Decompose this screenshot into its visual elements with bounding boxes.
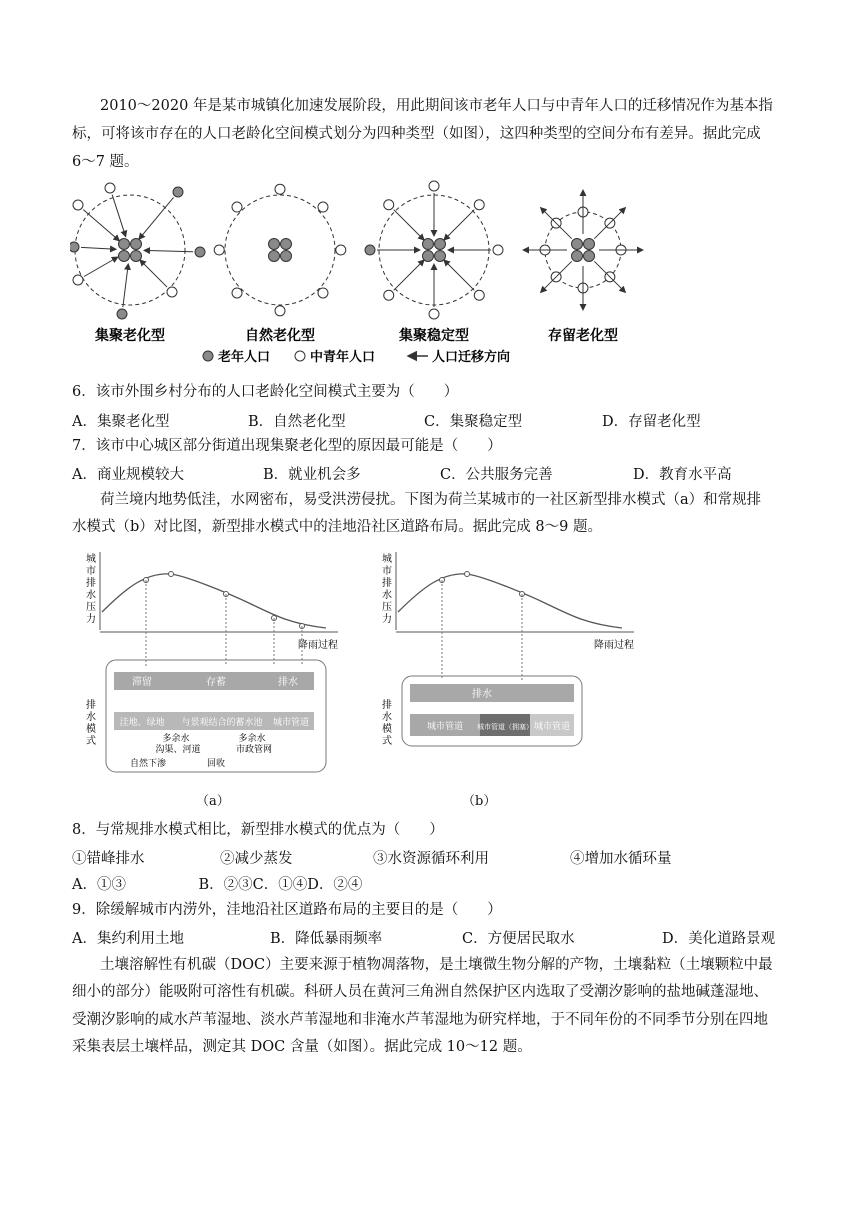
q8-stem: 8．与常规排水模式相比，新型排水模式的优点为（ ） — [72, 822, 444, 838]
center-population-dot — [572, 239, 583, 250]
q9-option-d[interactable]: D．美化道路景观 — [662, 931, 776, 947]
center-population-dot — [269, 251, 280, 262]
center-population-dot — [281, 251, 292, 262]
xlabel-b: 降雨过程 — [594, 640, 634, 651]
svg-text:排: 排 — [86, 700, 96, 711]
legend-young-marker — [295, 351, 305, 361]
ylabel-top-a — [86, 552, 96, 625]
migration-arrow — [140, 260, 167, 287]
natural-seepage: 自然下渗 — [129, 759, 167, 769]
young-population-dot — [318, 288, 328, 298]
migration-arrow — [541, 261, 572, 292]
old-population-dot — [70, 242, 79, 252]
stage-retain: 滞留 — [132, 677, 152, 688]
svg-text:排: 排 — [382, 578, 392, 589]
migration-arrow — [83, 210, 119, 241]
young-population-dot — [73, 275, 83, 285]
q7-option-c[interactable]: C．公共服务完善 — [440, 467, 553, 483]
ylabel-char: 城 — [86, 554, 96, 565]
caption-b: （b） — [462, 794, 497, 809]
intro2-line2: 水模式（b）对比图，新型排水模式中的洼地沿社区道路布局。据此完成 8～9 题。 — [72, 519, 602, 535]
type-label-3: 集聚稳定型 — [399, 328, 469, 344]
q7-option-a[interactable]: A．商业规模较大 — [72, 467, 184, 483]
svg-text:水: 水 — [382, 712, 392, 723]
ylabel-top-b — [382, 552, 392, 625]
center-population-dot — [584, 251, 595, 262]
young-population-dot — [232, 288, 242, 298]
facility-pipe-a: 城市管道 — [272, 718, 310, 728]
svg-text:力: 力 — [86, 614, 96, 625]
svg-text:力: 力 — [382, 614, 392, 625]
young-population-dot — [384, 290, 394, 300]
migration-arrow — [541, 208, 572, 239]
surplus-water-1: 多余水 — [162, 734, 190, 744]
svg-text:排: 排 — [86, 578, 96, 589]
q9-option-c[interactable]: C．方便居民取水 — [462, 931, 575, 947]
center-population-dot — [119, 251, 130, 262]
young-population-dot — [275, 306, 285, 316]
svg-text:城: 城 — [382, 554, 392, 565]
q6-option-a[interactable]: A．集聚老化型 — [72, 414, 170, 430]
facility-depression: 洼地、绿地 — [119, 718, 165, 728]
ylabel-bottom-b — [382, 698, 392, 747]
stage-drain: 排水 — [278, 677, 298, 688]
legend-old-label: 老年人口 — [218, 350, 271, 365]
intro3-line2: 细小的部分）能吸附可溶性有机碳。科研人员在黄河三角洲自然保护区内选取了受潮汐影响的盐地碱蓬湿地、 — [72, 984, 768, 1000]
svg-text:模: 模 — [86, 724, 96, 735]
svg-text:水: 水 — [86, 590, 96, 601]
q9-stem: 9．除缓解城市内涝外，洼地沿社区道路布局的主要目的是（ ） — [72, 902, 502, 918]
boundary-circle — [225, 195, 335, 305]
q7-option-b[interactable]: B．就业机会多 — [263, 467, 361, 483]
legend-arrow-label: 人口迁移方向 — [432, 350, 511, 365]
ditch-river: 沟渠、河道 — [155, 745, 201, 755]
young-population-dot — [493, 245, 503, 255]
center-population-dot — [435, 251, 446, 262]
old-population-dot — [365, 245, 375, 255]
facility-pipe-b3: 城市管道 — [533, 722, 571, 732]
q8-item-2: ②减少蒸发 — [220, 851, 293, 867]
intro1-line1: 2010～2020 年是某市城镇化加速发展阶段，用此期间该市老年人口与中青年人口的迁移情况作为基本指 — [100, 98, 773, 114]
pressure-curve-a — [102, 574, 326, 628]
svg-text:水: 水 — [382, 590, 392, 601]
drainage-figure-b — [372, 548, 642, 778]
migration-arrow — [594, 261, 625, 292]
stage-store: 存蓄 — [206, 677, 226, 688]
intro3-line4: 采集表层土壤样品，测定其 DOC 含量（如图）。据此完成 10～12 题。 — [72, 1039, 532, 1055]
young-population-dot — [429, 309, 439, 319]
svg-text:市: 市 — [382, 566, 392, 577]
pressure-curve-b — [398, 574, 622, 628]
q7-stem: 7．该市中心城区部分街道出现集聚老化型的原因最可能是（ ） — [72, 438, 502, 454]
q6-stem: 6．该市外围乡村分布的人口老龄化空间模式主要为（ ） — [72, 384, 459, 400]
q6-option-d[interactable]: D．存留老化型 — [602, 414, 701, 430]
migration-arrow — [444, 260, 474, 290]
legend-old-marker — [203, 351, 213, 361]
young-population-dot — [167, 287, 177, 297]
young-population-dot — [73, 200, 83, 210]
young-population-dot — [318, 202, 328, 212]
young-population-dot — [336, 245, 346, 255]
svg-text:水: 水 — [86, 712, 96, 723]
type-label-1: 集聚老化型 — [95, 328, 165, 344]
aging-pattern-figure — [70, 180, 660, 370]
svg-text:压: 压 — [86, 602, 96, 613]
svg-text:式: 式 — [382, 736, 392, 747]
old-population-dot — [195, 247, 205, 257]
svg-text:排: 排 — [382, 700, 392, 711]
center-population-dot — [281, 239, 292, 250]
svg-text:压: 压 — [382, 602, 392, 613]
migration-arrow — [594, 208, 625, 239]
young-population-dot — [214, 245, 224, 255]
q7-option-d[interactable]: D．教育水平高 — [633, 467, 732, 483]
center-population-dot — [423, 251, 434, 262]
center-population-dot — [131, 239, 142, 250]
svg-text:式: 式 — [86, 736, 96, 747]
intro3-line1: 土壤溶解性有机碳（DOC）主要来源于植物凋落物，是土壤微生物分解的产物，土壤黏粒（土壤颗粒中最 — [100, 957, 773, 973]
drainage-figure-a — [76, 548, 346, 778]
type-label-2: 自然老化型 — [245, 328, 315, 344]
diagram-group — [70, 181, 643, 319]
center-population-dot — [423, 239, 434, 250]
migration-arrow — [139, 197, 174, 239]
old-population-dot — [173, 187, 183, 197]
migration-arrow — [144, 250, 193, 251]
facility-pipe-b2: 城市管道（拥塞） — [477, 723, 533, 731]
migration-arrow — [84, 257, 118, 277]
xlabel-a: 降雨过程 — [298, 640, 338, 651]
q8-item-3: ③水资源循环利用 — [373, 851, 489, 867]
q8-options[interactable]: A．①③ B．②③C．①④D．②④ — [72, 877, 363, 893]
municipal-network: 市政管网 — [235, 745, 273, 755]
intro1-line2: 标，可将该市存在的人口老龄化空间模式划分为四种类型（如图），这四种类型的空间分布有差异。据此完成 — [72, 126, 761, 142]
center-population-dot — [269, 239, 280, 250]
svg-text:模: 模 — [382, 724, 392, 735]
q8-item-4: ④增加水循环量 — [570, 851, 672, 867]
migration-arrow — [123, 264, 128, 307]
young-population-dot — [105, 183, 115, 193]
q6-option-c[interactable]: C．集聚稳定型 — [424, 414, 523, 430]
old-population-dot — [117, 309, 127, 319]
intro2-line1: 荷兰境内地势低洼，水网密布，易受洪涝侵扰。下图为荷兰某城市的一社区新型排水模式（a）和常规排 — [100, 492, 762, 508]
young-population-dot — [384, 200, 394, 210]
young-population-dot — [474, 200, 484, 210]
center-population-dot — [584, 239, 595, 250]
ylabel-bottom-a — [86, 698, 96, 747]
facility-pond: 与景观结合的蓄水池 — [181, 718, 263, 728]
legend-young-label: 中青年人口 — [310, 350, 376, 365]
stage-bar-b — [410, 684, 574, 702]
q8-item-1: ①错峰排水 — [72, 851, 145, 867]
migration-arrow — [394, 210, 424, 240]
young-population-dot — [429, 181, 439, 191]
young-population-dot — [275, 184, 285, 194]
migration-arrow — [394, 260, 424, 290]
surplus-water-2: 多余水 — [238, 734, 266, 744]
q6-option-b[interactable]: B．自然老化型 — [248, 414, 346, 430]
center-population-dot — [435, 239, 446, 250]
svg-text:市: 市 — [86, 566, 96, 577]
center-population-dot — [572, 251, 583, 262]
center-population-dot — [119, 239, 130, 250]
recycle: 回收 — [206, 759, 226, 769]
young-population-dot — [474, 290, 484, 300]
facility-pipe-b1: 城市管道 — [426, 722, 464, 732]
migration-arrow — [81, 247, 116, 249]
intro3-line3: 受潮汐影响的咸水芦苇湿地、淡水芦苇湿地和非淹水芦苇湿地为研究样地，于不同年份的不同季节分别在四地 — [72, 1012, 768, 1028]
intro1-line3: 6～7 题。 — [72, 154, 139, 170]
curve-point-2 — [169, 572, 174, 577]
migration-arrow — [112, 195, 126, 237]
type-label-4: 存留老化型 — [548, 328, 618, 344]
q9-option-a[interactable]: A．集约利用土地 — [72, 931, 184, 947]
young-population-dot — [232, 202, 242, 212]
stage-drain-b: 排水 — [472, 689, 492, 700]
migration-arrow — [444, 210, 474, 240]
q9-option-b[interactable]: B．降低暴雨频率 — [270, 931, 383, 947]
caption-a: （a） — [196, 794, 230, 809]
center-population-dot — [131, 251, 142, 262]
